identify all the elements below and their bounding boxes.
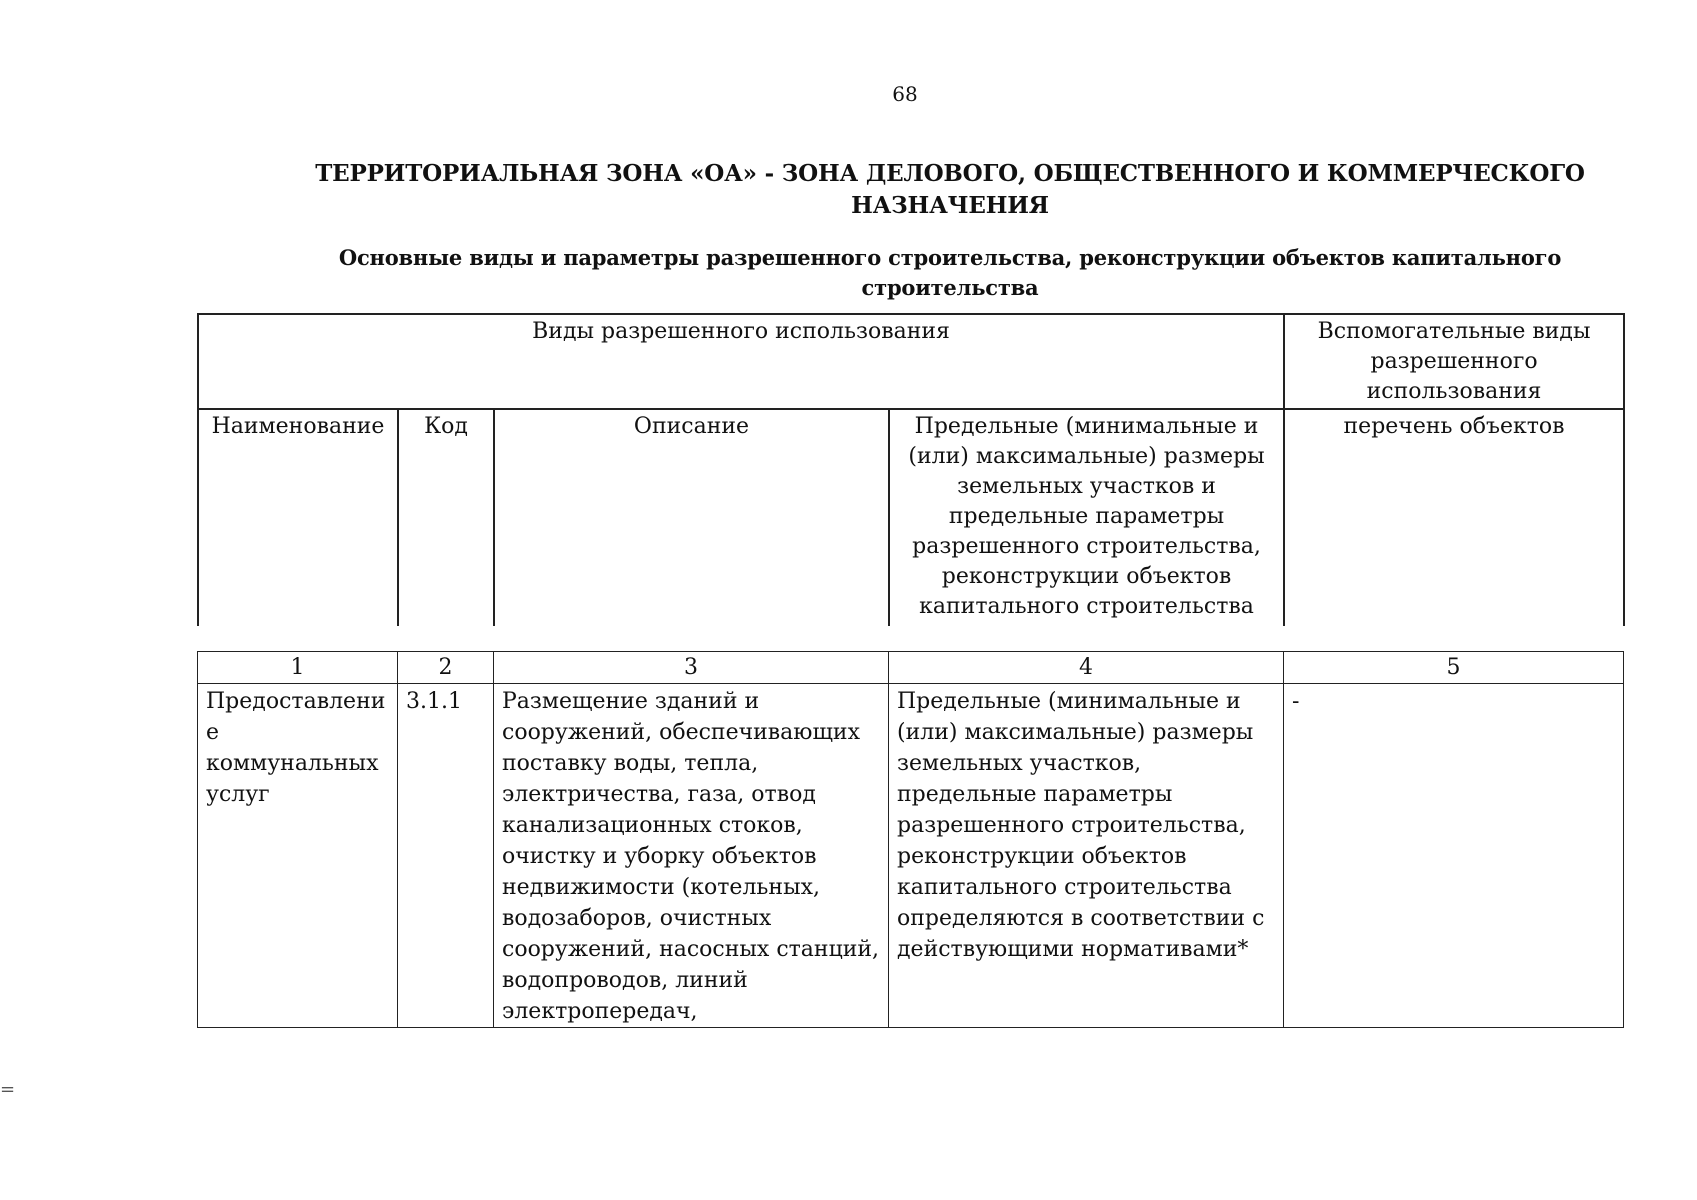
header-col-description: Описание [494,409,889,626]
header-group-main: Виды разрешенного использования [198,314,1284,409]
header-col-objects: перечень объектов [1284,409,1624,626]
cell-description: Размещение зданий и сооружений, обеспечивающих поставку воды, тепла, электричества, газа, отвод канализационных стоков, очистку и уборку объектов недвижимости (котельных, водозаборов, очистных сооружений, насосных станций, водопроводов, линий электропередач, [494,684,889,1028]
column-number: 1 [198,652,398,684]
cell-limits: Предельные (минимальные и (или) максимальные) размеры земельных участков, предельные параметры разрешенного строительства, реконструкции объектов капитального строительства определяются в соответствии с действующими нормативами* [889,684,1284,1028]
document-title: ТЕРРИТОРИАЛЬНАЯ ЗОНА «ОА» - ЗОНА ДЕЛОВОГО, ОБЩЕСТВЕННОГО И КОММЕРЧЕСКОГО НАЗНАЧЕНИЯ [315,160,1585,219]
header-col-limits: Предельные (минимальные и (или) максимальные) размеры земельных участков и предельные параметры разрешенного строительства, реконструкции объектов капитального строительства [889,409,1284,626]
column-number: 4 [889,652,1284,684]
column-number: 5 [1284,652,1624,684]
cell-name: Предоставлени е коммунальных услуг [198,684,398,1028]
column-number-row [198,652,1624,684]
cell-aux: - [1284,684,1624,1028]
column-number: 2 [398,652,494,684]
page-number: 68 [892,82,918,106]
header-col-name: Наименование [198,409,398,626]
header-group-aux: Вспомогательные виды разрешенного использования [1284,314,1624,409]
table-row [198,684,1624,1028]
main-table [197,651,1624,1028]
cell-code: 3.1.1 [398,684,494,1028]
column-number: 3 [494,652,889,684]
table-header [197,313,1625,626]
header-col-code: Код [398,409,494,626]
section-subtitle: Основные виды и параметры разрешенного строительства, реконструкции объектов капитального строительства [338,245,1562,300]
edge-mark: = [0,1079,16,1100]
